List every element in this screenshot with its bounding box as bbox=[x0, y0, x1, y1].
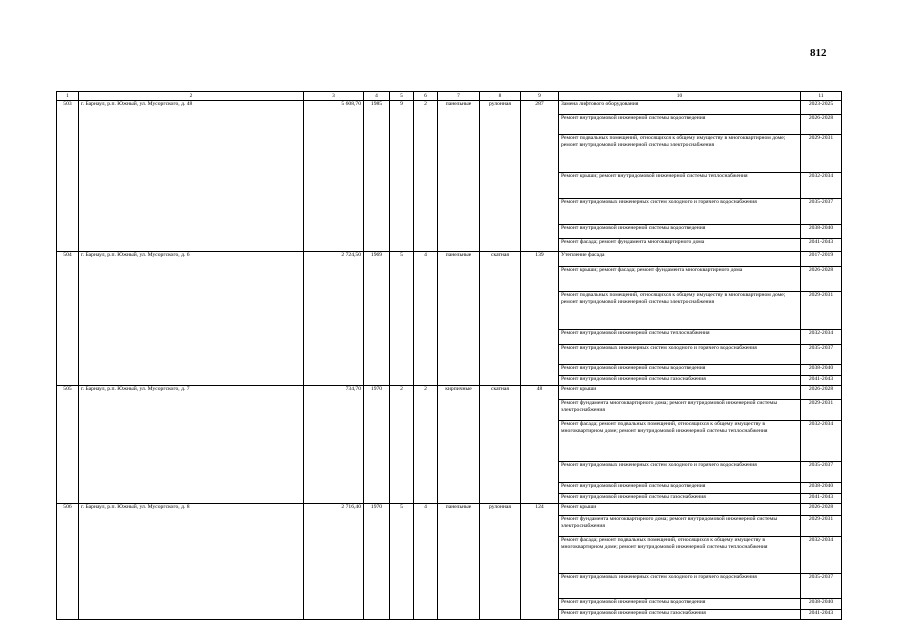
repair-work: Ремонт крыши bbox=[559, 504, 801, 516]
table-row bbox=[57, 101, 842, 115]
repair-work: Ремонт крыши; ремонт внутридомовой инженерной системы теплоснабжения bbox=[559, 173, 801, 199]
floors-count: 5 bbox=[390, 252, 414, 386]
floors-count: 5 bbox=[390, 504, 414, 620]
repair-period: 2035-2037 bbox=[801, 462, 842, 483]
column-number: 3 bbox=[304, 92, 364, 101]
column-number: 4 bbox=[364, 92, 390, 101]
repair-work: Ремонт внутридомовых инженерных систем холодного и горячего водоснабжения bbox=[559, 462, 801, 483]
repair-work: Замена лифтового оборудования bbox=[559, 101, 801, 115]
building-number: 503 bbox=[57, 101, 79, 252]
building-number: 506 bbox=[57, 504, 79, 620]
repair-period: 2029-2031 bbox=[801, 292, 842, 330]
repair-period: 2041-2043 bbox=[801, 376, 842, 386]
repair-period: 2041-2043 bbox=[801, 494, 842, 504]
floors-count: 2 bbox=[390, 386, 414, 504]
column-number: 11 bbox=[801, 92, 842, 101]
repair-period: 2029-2031 bbox=[801, 516, 842, 537]
roof-type: рулонная bbox=[480, 504, 521, 620]
repair-work: Ремонт внутридомовых инженерных систем холодного и горячего водоснабжения bbox=[559, 345, 801, 365]
table-row bbox=[57, 504, 842, 516]
repair-period: 2035-2037 bbox=[801, 199, 842, 225]
repair-period: 2032-2034 bbox=[801, 537, 842, 574]
apartments-count: 139 bbox=[521, 252, 559, 386]
repair-period: 2029-2031 bbox=[801, 135, 842, 173]
repair-period: 2026-2028 bbox=[801, 115, 842, 135]
wall-material: кирпичные bbox=[438, 386, 480, 504]
repair-work: Ремонт внутридомовой инженерной системы водоотведения bbox=[559, 365, 801, 376]
repair-work: Ремонт крыши; ремонт фасада; ремонт фундамента многоквартирного дома bbox=[559, 267, 801, 292]
column-number: 6 bbox=[414, 92, 438, 101]
building-number: 504 bbox=[57, 252, 79, 386]
repair-period: 2035-2037 bbox=[801, 574, 842, 599]
repair-period: 2032-2034 bbox=[801, 173, 842, 199]
repair-period: 2038-2040 bbox=[801, 365, 842, 376]
building-address: г. Барнаул, р.п. Южный, ул. Мусоргского, д. 48 bbox=[79, 101, 304, 252]
repair-work: Ремонт крыши bbox=[559, 386, 801, 400]
repair-work: Ремонт внутридомовой инженерной системы газоснабжения bbox=[559, 494, 801, 504]
repair-work: Ремонт фасада; ремонт фундамента многоквартирного дома bbox=[559, 239, 801, 252]
total-area: 5 608,70 bbox=[304, 101, 364, 252]
entrances-count: 2 bbox=[414, 386, 438, 504]
table-row bbox=[57, 386, 842, 400]
total-area: 2 724,50 bbox=[304, 252, 364, 386]
construction-year: 1969 bbox=[364, 252, 390, 386]
construction-year: 1970 bbox=[364, 386, 390, 504]
column-number-row bbox=[57, 92, 842, 101]
apartments-count: 287 bbox=[521, 101, 559, 252]
repair-work: Ремонт фундамента многоквартирного дома; ремонт внутридомовой инженерной системы электроснабжения bbox=[559, 400, 801, 421]
building-address: г. Барнаул, р.п. Южный, ул. Мусоргского, д. 7 bbox=[79, 386, 304, 504]
repair-work: Ремонт внутридомовой инженерной системы водоотведения bbox=[559, 483, 801, 494]
repair-schedule-table bbox=[56, 91, 842, 620]
repair-work: Ремонт фасада; ремонт подвальных помещений, относящихся к общему имуществу в многоквартирном доме; ремонт внутридомовой инженерной системы теплоснабжения bbox=[559, 421, 801, 462]
roof-type: скатная bbox=[480, 386, 521, 504]
repair-work: Ремонт внутридомовой инженерной системы газоснабжения bbox=[559, 376, 801, 386]
repair-work: Ремонт фундамента многоквартирного дома; ремонт внутридомовой инженерной системы электроснабжения bbox=[559, 516, 801, 537]
apartments-count: 124 bbox=[521, 504, 559, 620]
repair-period: 2038-2040 bbox=[801, 225, 842, 239]
repair-period: 2038-2040 bbox=[801, 599, 842, 610]
repair-period: 2035-2037 bbox=[801, 345, 842, 365]
repair-period: 2023-2025 bbox=[801, 101, 842, 115]
repair-work: Ремонт внутридомовых инженерных систем холодного и горячего водоснабжения bbox=[559, 574, 801, 599]
repair-work: Ремонт внутридомовой инженерной системы водоотведения bbox=[559, 599, 801, 610]
page-number: 812 bbox=[810, 47, 827, 59]
roof-type: скатная bbox=[480, 252, 521, 386]
repair-work: Ремонт внутридомовой инженерной системы водоотведения bbox=[559, 115, 801, 135]
repair-work: Ремонт внутридомовой инженерной системы газоснабжения bbox=[559, 610, 801, 620]
entrances-count: 2 bbox=[414, 101, 438, 252]
repair-work: Ремонт подвальных помещений, относящихся к общему имуществу в многоквартирном доме; ремонт внутридомовой инженерной системы электроснабжения bbox=[559, 292, 801, 330]
apartments-count: 48 bbox=[521, 386, 559, 504]
building-address: г. Барнаул, р.п. Южный, ул. Мусоргского, д. 8 bbox=[79, 504, 304, 620]
repair-work: Ремонт внутридомовых инженерных систем холодного и горячего водоснабжения bbox=[559, 199, 801, 225]
floors-count: 9 bbox=[390, 101, 414, 252]
total-area: 734,70 bbox=[304, 386, 364, 504]
column-number: 8 bbox=[480, 92, 521, 101]
building-address: г. Барнаул, р.п. Южный, ул. Мусоргского, д. 6 bbox=[79, 252, 304, 386]
wall-material: панельные bbox=[438, 252, 480, 386]
column-number: 5 bbox=[390, 92, 414, 101]
repair-period: 2026-2028 bbox=[801, 386, 842, 400]
table-row bbox=[57, 252, 842, 267]
repair-work: Ремонт внутридомовой инженерной системы теплоснабжения bbox=[559, 330, 801, 345]
column-number: 9 bbox=[521, 92, 559, 101]
roof-type: рулонная bbox=[480, 101, 521, 252]
repair-period: 2038-2040 bbox=[801, 483, 842, 494]
repair-period: 2029-2031 bbox=[801, 400, 842, 421]
repair-period: 2032-2034 bbox=[801, 330, 842, 345]
repair-work: Ремонт внутридомовой инженерной системы водоотведения bbox=[559, 225, 801, 239]
repair-period: 2032-2034 bbox=[801, 421, 842, 462]
repair-work: Ремонт подвальных помещений, относящихся к общему имуществу в многоквартирном доме; ремонт внутридомовой инженерной системы электроснабжения bbox=[559, 135, 801, 173]
entrances-count: 4 bbox=[414, 504, 438, 620]
construction-year: 1985 bbox=[364, 101, 390, 252]
wall-material: панельные bbox=[438, 101, 480, 252]
repair-period: 2041-2043 bbox=[801, 610, 842, 620]
column-number: 7 bbox=[438, 92, 480, 101]
column-number: 10 bbox=[559, 92, 801, 101]
repair-work: Утепление фасада bbox=[559, 252, 801, 267]
column-number: 2 bbox=[79, 92, 304, 101]
repair-period: 2026-2028 bbox=[801, 267, 842, 292]
wall-material: панельные bbox=[438, 504, 480, 620]
total-area: 2 716,40 bbox=[304, 504, 364, 620]
repair-work: Ремонт фасада; ремонт подвальных помещений, относящихся к общему имуществу в многоквартирном доме; ремонт внутридомовой инженерной системы теплоснабжения bbox=[559, 537, 801, 574]
column-number: 1 bbox=[57, 92, 79, 101]
repair-period: 2026-2028 bbox=[801, 504, 842, 516]
repair-period: 2017-2019 bbox=[801, 252, 842, 267]
building-number: 505 bbox=[57, 386, 79, 504]
repair-period: 2041-2043 bbox=[801, 239, 842, 252]
construction-year: 1970 bbox=[364, 504, 390, 620]
entrances-count: 4 bbox=[414, 252, 438, 386]
